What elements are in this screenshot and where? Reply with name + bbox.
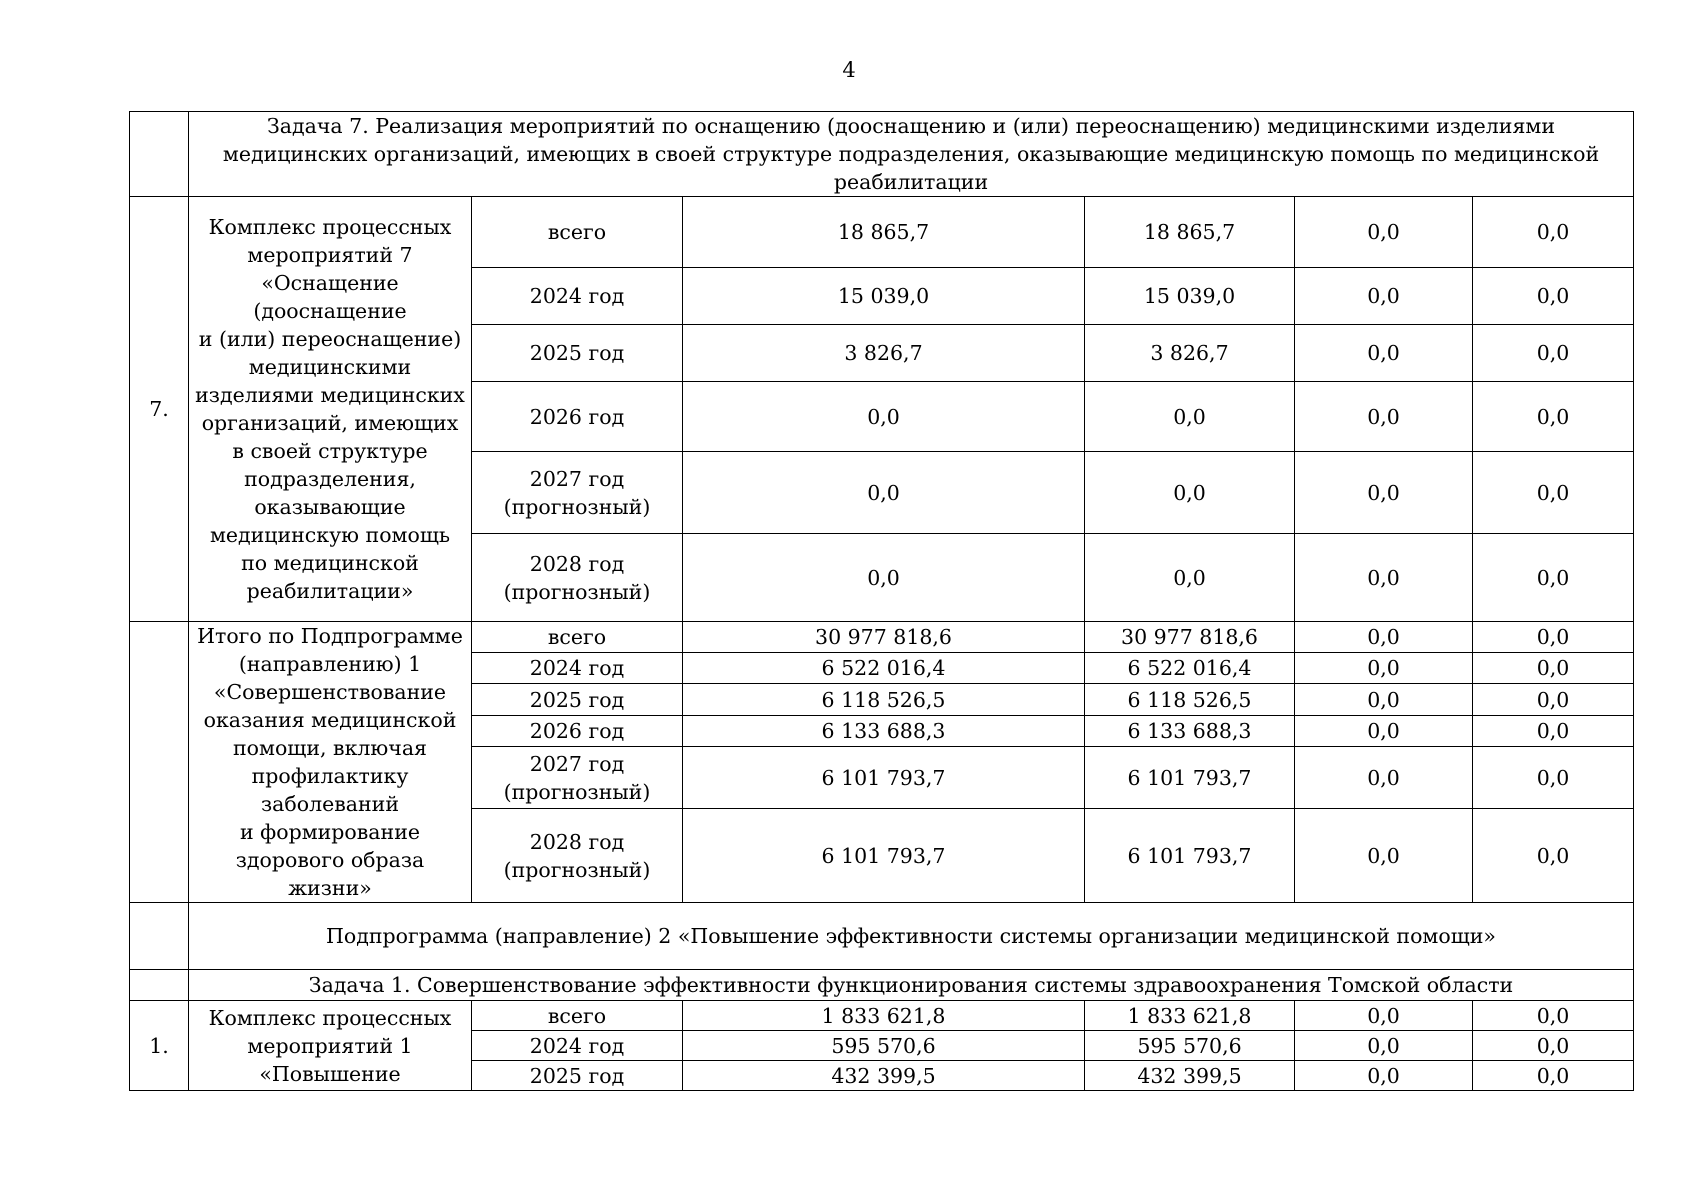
- activity-name-line: в своей структуре: [232, 439, 428, 463]
- value-cell-4: 0,0: [1473, 715, 1634, 746]
- activity-name-line: оказывающие: [254, 495, 406, 519]
- activity-name-line: медицинскую помощь: [209, 523, 451, 547]
- period-cell: [472, 325, 683, 382]
- period-cell: [472, 653, 683, 684]
- task7-title-row: [130, 112, 1634, 197]
- task1-title-row: [130, 970, 1634, 1001]
- value-cell-1: 18 865,7: [683, 197, 1085, 268]
- value-cell-4: 0,0: [1473, 809, 1634, 903]
- value-cell-4: 0,0: [1473, 534, 1634, 622]
- value-cell-4: 0,0: [1473, 325, 1634, 382]
- activity-name-line: помощи, включая: [233, 736, 427, 760]
- activity-name-line: мероприятий 7: [247, 243, 413, 267]
- period-cell: [472, 809, 683, 903]
- period-label: 2026 год: [529, 718, 625, 743]
- period-note: (прогнозный): [503, 579, 651, 604]
- period-cell: [472, 684, 683, 715]
- value-cell-2: 6 101 793,7: [1085, 809, 1295, 903]
- value-cell-2: 6 133 688,3: [1085, 715, 1295, 746]
- number-cell: [130, 112, 189, 197]
- value-cell-1: 595 570,6: [683, 1031, 1085, 1061]
- row-number: 1.: [130, 1001, 189, 1091]
- activity-name-line: по медицинской: [241, 551, 419, 575]
- activity-name-line: здорового образа: [235, 848, 425, 872]
- budget-table: [129, 111, 1634, 1091]
- value-cell-4: 0,0: [1473, 452, 1634, 534]
- period-cell: [472, 746, 683, 808]
- period-cell: [472, 452, 683, 534]
- value-cell-2: 30 977 818,6: [1085, 622, 1295, 653]
- period-note: (прогнозный): [503, 779, 651, 804]
- period-label: всего: [547, 1003, 607, 1028]
- value-cell-3: 0,0: [1295, 382, 1473, 452]
- table-row: [130, 622, 1634, 653]
- activity-name-line: организаций, имеющих: [201, 411, 459, 435]
- subprogram2-title-row: [130, 903, 1634, 970]
- value-cell-3: 0,0: [1295, 746, 1473, 808]
- value-cell-4: 0,0: [1473, 653, 1634, 684]
- activity-name-line: «Оснащение: [261, 271, 399, 295]
- period-label: 2027 год: [529, 466, 625, 491]
- value-cell-1: 0,0: [683, 534, 1085, 622]
- activity-name: [189, 622, 472, 903]
- period-label: 2027 год: [529, 751, 625, 776]
- period-label: 2025 год: [529, 341, 625, 365]
- value-cell-3: 0,0: [1295, 715, 1473, 746]
- value-cell-2: 432 399,5: [1085, 1061, 1295, 1091]
- value-cell-1: 3 826,7: [683, 325, 1085, 382]
- activity-name-line: (направлению) 1: [238, 652, 422, 676]
- activity-name-line: жизни»: [288, 876, 372, 900]
- period-note: (прогнозный): [503, 857, 651, 882]
- activity-name-line: (дооснащение: [253, 299, 407, 323]
- value-cell-2: 0,0: [1085, 534, 1295, 622]
- value-cell-1: 1 833 621,8: [683, 1001, 1085, 1031]
- value-cell-1: 6 118 526,5: [683, 684, 1085, 715]
- period-label: 2024 год: [529, 284, 625, 308]
- activity-name: [189, 197, 472, 622]
- value-cell-2: 1 833 621,8: [1085, 1001, 1295, 1031]
- value-cell-2: 6 522 016,4: [1085, 653, 1295, 684]
- value-cell-3: 0,0: [1295, 452, 1473, 534]
- value-cell-1: 15 039,0: [683, 268, 1085, 325]
- period-label: 2024 год: [529, 656, 625, 681]
- number-cell: [130, 970, 189, 1001]
- row-number: [130, 622, 189, 903]
- value-cell-2: 3 826,7: [1085, 325, 1295, 382]
- value-cell-1: 6 522 016,4: [683, 653, 1085, 684]
- table-row: [130, 197, 1634, 268]
- value-cell-2: 595 570,6: [1085, 1031, 1295, 1061]
- period-label: 2024 год: [529, 1033, 625, 1058]
- value-cell-3: 0,0: [1295, 1061, 1473, 1091]
- activity-name-line: «Совершенствование: [213, 680, 447, 704]
- activity-name-line: Итого по Подпрограмме: [197, 624, 463, 648]
- page-number: 4: [842, 58, 856, 82]
- period-cell: [472, 1001, 683, 1031]
- period-cell: [472, 382, 683, 452]
- value-cell-4: 0,0: [1473, 1031, 1634, 1061]
- subprogram2-title: Подпрограмма (направление) 2 «Повышение эффективности системы организации медицинской помощи»: [189, 903, 1634, 970]
- task7-title: Задача 7. Реализация мероприятий по оснащению (дооснащению и (или) переоснащению) медицинскими изделиями медицинских организаций, имеющих в своей структуре подразделения, оказывающие медицинскую помощь по медицинской реабилитации: [189, 112, 1634, 197]
- period-note: (прогнозный): [503, 494, 651, 519]
- period-cell: [472, 197, 683, 268]
- period-label: всего: [547, 220, 607, 244]
- value-cell-3: 0,0: [1295, 1001, 1473, 1031]
- period-label: 2028 год: [529, 551, 625, 576]
- value-cell-1: 6 101 793,7: [683, 746, 1085, 808]
- value-cell-2: 0,0: [1085, 452, 1295, 534]
- value-cell-3: 0,0: [1295, 1031, 1473, 1061]
- value-cell-2: 6 118 526,5: [1085, 684, 1295, 715]
- activity-name-line: оказания медицинской: [203, 708, 457, 732]
- period-label: всего: [547, 625, 607, 650]
- value-cell-4: 0,0: [1473, 622, 1634, 653]
- period-cell: [472, 715, 683, 746]
- value-cell-3: 0,0: [1295, 653, 1473, 684]
- value-cell-1: 432 399,5: [683, 1061, 1085, 1091]
- value-cell-1: 6 101 793,7: [683, 809, 1085, 903]
- period-cell: [472, 268, 683, 325]
- value-cell-2: 6 101 793,7: [1085, 746, 1295, 808]
- value-cell-1: 6 133 688,3: [683, 715, 1085, 746]
- activity-name: [189, 1001, 472, 1091]
- row-number: 7.: [130, 197, 189, 622]
- period-label: 2026 год: [529, 404, 625, 429]
- activity-name-line: подразделения,: [244, 467, 416, 491]
- value-cell-4: 0,0: [1473, 268, 1634, 325]
- activity-name-line: «Повышение: [259, 1061, 401, 1086]
- value-cell-1: 0,0: [683, 452, 1085, 534]
- value-cell-4: 0,0: [1473, 197, 1634, 268]
- value-cell-3: 0,0: [1295, 622, 1473, 653]
- table-row: [130, 1001, 1634, 1031]
- value-cell-3: 0,0: [1295, 268, 1473, 325]
- task1-title: Задача 1. Совершенствование эффективности функционирования системы здравоохранения Томской области: [189, 970, 1634, 1001]
- value-cell-1: 30 977 818,6: [683, 622, 1085, 653]
- activity-name-line: медицинскими: [248, 355, 412, 379]
- activity-name-line: и формирование: [240, 820, 420, 844]
- activity-name-line: заболеваний: [261, 792, 399, 816]
- activity-name-line: изделиями медицинских: [195, 383, 465, 407]
- value-cell-4: 0,0: [1473, 1001, 1634, 1031]
- number-cell: [130, 903, 189, 970]
- activity-name-line: мероприятий 1: [247, 1033, 413, 1058]
- period-label: 2025 год: [529, 1063, 625, 1088]
- value-cell-1: 0,0: [683, 382, 1085, 452]
- value-cell-4: 0,0: [1473, 746, 1634, 808]
- value-cell-4: 0,0: [1473, 1061, 1634, 1091]
- value-cell-4: 0,0: [1473, 382, 1634, 452]
- value-cell-3: 0,0: [1295, 325, 1473, 382]
- activity-name-line: профилактику: [251, 764, 409, 788]
- period-label: 2025 год: [529, 687, 625, 712]
- value-cell-2: 0,0: [1085, 382, 1295, 452]
- value-cell-3: 0,0: [1295, 809, 1473, 903]
- value-cell-3: 0,0: [1295, 684, 1473, 715]
- value-cell-2: 18 865,7: [1085, 197, 1295, 268]
- activity-name-line: Комплекс процессных: [208, 215, 452, 239]
- period-cell: [472, 622, 683, 653]
- value-cell-4: 0,0: [1473, 684, 1634, 715]
- value-cell-3: 0,0: [1295, 534, 1473, 622]
- period-cell: [472, 1061, 683, 1091]
- activity-name-line: и (или) переоснащение): [198, 327, 462, 351]
- period-cell: [472, 534, 683, 622]
- value-cell-2: 15 039,0: [1085, 268, 1295, 325]
- activity-name-line: реабилитации»: [246, 579, 414, 603]
- activity-name-line: Комплекс процессных: [208, 1005, 452, 1030]
- value-cell-3: 0,0: [1295, 197, 1473, 268]
- period-label: 2028 год: [529, 829, 625, 854]
- period-cell: [472, 1031, 683, 1061]
